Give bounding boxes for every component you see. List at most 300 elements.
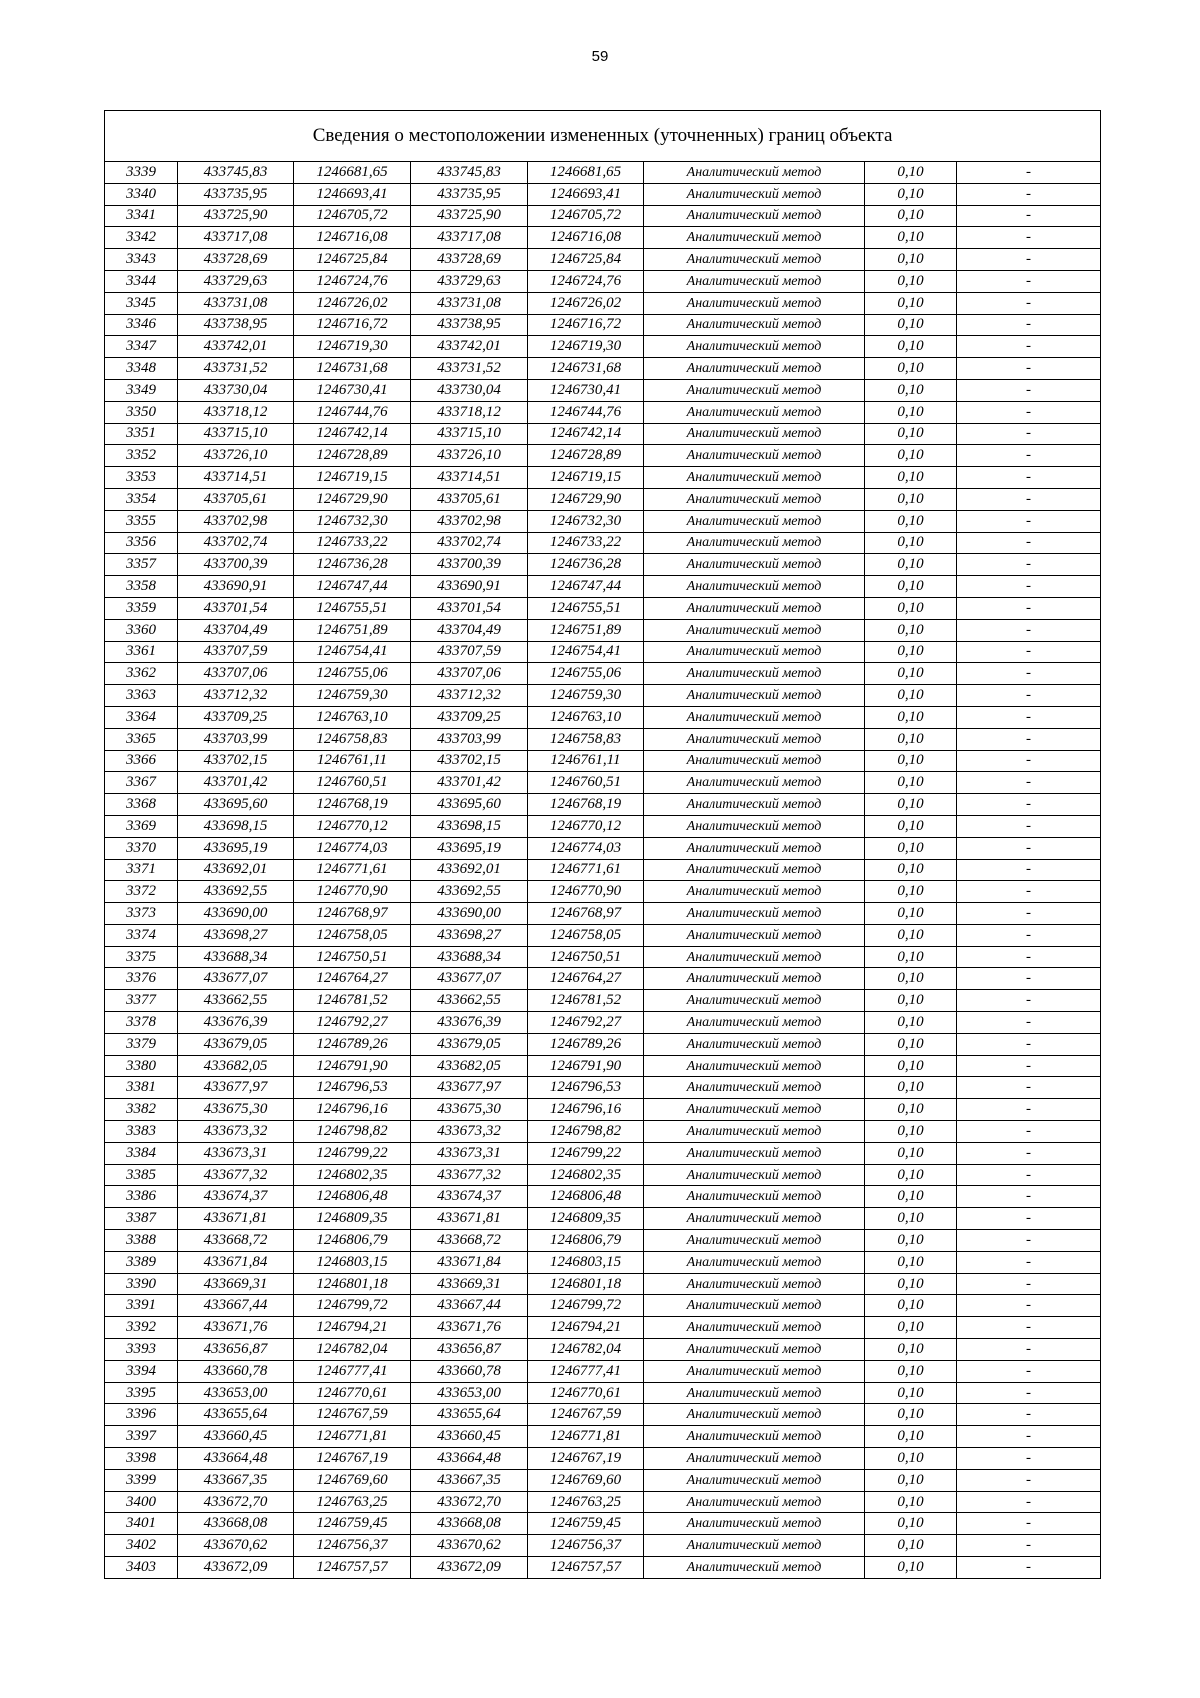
description-cell: - xyxy=(957,815,1101,837)
point-number-cell: 3370 xyxy=(105,837,178,859)
page-number: 59 xyxy=(591,48,609,65)
method-cell: Аналитический метод xyxy=(644,1535,865,1557)
description-cell: - xyxy=(957,1469,1101,1491)
table-row xyxy=(105,903,1101,925)
description-cell: - xyxy=(957,510,1101,532)
accuracy-cell: 0,10 xyxy=(865,859,957,881)
method-cell: Аналитический метод xyxy=(644,445,865,467)
y-old-cell: 1246799,72 xyxy=(294,1295,411,1317)
y-old-cell: 1246764,27 xyxy=(294,968,411,990)
point-number-cell: 3359 xyxy=(105,597,178,619)
table-row xyxy=(105,1230,1101,1252)
point-number-cell: 3372 xyxy=(105,881,178,903)
y-new-cell: 1246771,61 xyxy=(528,859,644,881)
method-cell: Аналитический метод xyxy=(644,1230,865,1252)
point-number-cell: 3388 xyxy=(105,1230,178,1252)
table-row xyxy=(105,641,1101,663)
y-old-cell: 1246755,51 xyxy=(294,597,411,619)
description-cell: - xyxy=(957,249,1101,271)
x-old-cell: 433671,84 xyxy=(178,1251,294,1273)
y-old-cell: 1246693,41 xyxy=(294,183,411,205)
y-old-cell: 1246747,44 xyxy=(294,576,411,598)
y-old-cell: 1246801,18 xyxy=(294,1273,411,1295)
description-cell: - xyxy=(957,1208,1101,1230)
accuracy-cell: 0,10 xyxy=(865,1251,957,1273)
point-number-cell: 3385 xyxy=(105,1164,178,1186)
y-old-cell: 1246758,83 xyxy=(294,728,411,750)
x-old-cell: 433731,52 xyxy=(178,358,294,380)
table-row xyxy=(105,292,1101,314)
accuracy-cell: 0,10 xyxy=(865,576,957,598)
point-number-cell: 3383 xyxy=(105,1121,178,1143)
point-number-cell: 3364 xyxy=(105,706,178,728)
accuracy-cell: 0,10 xyxy=(865,510,957,532)
y-old-cell: 1246729,90 xyxy=(294,488,411,510)
accuracy-cell: 0,10 xyxy=(865,1295,957,1317)
accuracy-cell: 0,10 xyxy=(865,685,957,707)
point-number-cell: 3382 xyxy=(105,1099,178,1121)
y-new-cell: 1246769,60 xyxy=(528,1469,644,1491)
x-old-cell: 433668,08 xyxy=(178,1513,294,1535)
point-number-cell: 3362 xyxy=(105,663,178,685)
method-cell: Аналитический метод xyxy=(644,292,865,314)
point-number-cell: 3365 xyxy=(105,728,178,750)
y-new-cell: 1246693,41 xyxy=(528,183,644,205)
point-number-cell: 3342 xyxy=(105,227,178,249)
x-old-cell: 433715,10 xyxy=(178,423,294,445)
accuracy-cell: 0,10 xyxy=(865,1448,957,1470)
method-cell: Аналитический метод xyxy=(644,1382,865,1404)
y-old-cell: 1246770,61 xyxy=(294,1382,411,1404)
description-cell: - xyxy=(957,1448,1101,1470)
y-old-cell: 1246770,90 xyxy=(294,881,411,903)
point-number-cell: 3390 xyxy=(105,1273,178,1295)
x-old-cell: 433673,31 xyxy=(178,1142,294,1164)
table-row xyxy=(105,445,1101,467)
x-new-cell: 433668,72 xyxy=(411,1230,528,1252)
x-new-cell: 433700,39 xyxy=(411,554,528,576)
accuracy-cell: 0,10 xyxy=(865,358,957,380)
point-number-cell: 3392 xyxy=(105,1317,178,1339)
x-old-cell: 433670,62 xyxy=(178,1535,294,1557)
y-old-cell: 1246759,30 xyxy=(294,685,411,707)
x-old-cell: 433731,08 xyxy=(178,292,294,314)
boundary-coordinates-table xyxy=(104,110,1101,1579)
x-new-cell: 433679,05 xyxy=(411,1033,528,1055)
y-old-cell: 1246768,19 xyxy=(294,794,411,816)
x-old-cell: 433718,12 xyxy=(178,401,294,423)
description-cell: - xyxy=(957,619,1101,641)
x-new-cell: 433692,55 xyxy=(411,881,528,903)
x-old-cell: 433667,35 xyxy=(178,1469,294,1491)
method-cell: Аналитический метод xyxy=(644,1491,865,1513)
y-new-cell: 1246719,30 xyxy=(528,336,644,358)
description-cell: - xyxy=(957,1426,1101,1448)
table-row xyxy=(105,183,1101,205)
method-cell: Аналитический метод xyxy=(644,728,865,750)
method-cell: Аналитический метод xyxy=(644,641,865,663)
accuracy-cell: 0,10 xyxy=(865,706,957,728)
method-cell: Аналитический метод xyxy=(644,314,865,336)
accuracy-cell: 0,10 xyxy=(865,663,957,685)
y-new-cell: 1246796,16 xyxy=(528,1099,644,1121)
x-old-cell: 433682,05 xyxy=(178,1055,294,1077)
x-old-cell: 433667,44 xyxy=(178,1295,294,1317)
y-new-cell: 1246767,59 xyxy=(528,1404,644,1426)
y-old-cell: 1246730,41 xyxy=(294,379,411,401)
point-number-cell: 3351 xyxy=(105,423,178,445)
y-old-cell: 1246759,45 xyxy=(294,1513,411,1535)
table-row xyxy=(105,467,1101,489)
table-row xyxy=(105,946,1101,968)
x-old-cell: 433730,04 xyxy=(178,379,294,401)
x-new-cell: 433670,62 xyxy=(411,1535,528,1557)
x-new-cell: 433709,25 xyxy=(411,706,528,728)
x-old-cell: 433656,87 xyxy=(178,1339,294,1361)
y-old-cell: 1246719,15 xyxy=(294,467,411,489)
x-old-cell: 433703,99 xyxy=(178,728,294,750)
table-row xyxy=(105,1251,1101,1273)
y-old-cell: 1246771,81 xyxy=(294,1426,411,1448)
description-cell: - xyxy=(957,1164,1101,1186)
y-new-cell: 1246705,72 xyxy=(528,205,644,227)
method-cell: Аналитический метод xyxy=(644,379,865,401)
x-old-cell: 433671,81 xyxy=(178,1208,294,1230)
description-cell: - xyxy=(957,488,1101,510)
y-old-cell: 1246806,79 xyxy=(294,1230,411,1252)
table-row xyxy=(105,1273,1101,1295)
y-old-cell: 1246774,03 xyxy=(294,837,411,859)
x-old-cell: 433701,54 xyxy=(178,597,294,619)
description-cell: - xyxy=(957,968,1101,990)
y-new-cell: 1246736,28 xyxy=(528,554,644,576)
y-new-cell: 1246789,26 xyxy=(528,1033,644,1055)
description-cell: - xyxy=(957,401,1101,423)
table-row xyxy=(105,423,1101,445)
description-cell: - xyxy=(957,1557,1101,1579)
method-cell: Аналитический метод xyxy=(644,968,865,990)
description-cell: - xyxy=(957,1055,1101,1077)
y-old-cell: 1246769,60 xyxy=(294,1469,411,1491)
point-number-cell: 3386 xyxy=(105,1186,178,1208)
x-new-cell: 433745,83 xyxy=(411,162,528,184)
y-old-cell: 1246760,51 xyxy=(294,772,411,794)
x-new-cell: 433671,84 xyxy=(411,1251,528,1273)
accuracy-cell: 0,10 xyxy=(865,619,957,641)
accuracy-cell: 0,10 xyxy=(865,772,957,794)
point-number-cell: 3401 xyxy=(105,1513,178,1535)
x-new-cell: 433707,06 xyxy=(411,663,528,685)
y-old-cell: 1246796,53 xyxy=(294,1077,411,1099)
table-row xyxy=(105,706,1101,728)
method-cell: Аналитический метод xyxy=(644,1273,865,1295)
accuracy-cell: 0,10 xyxy=(865,1339,957,1361)
x-old-cell: 433671,76 xyxy=(178,1317,294,1339)
description-cell: - xyxy=(957,358,1101,380)
x-old-cell: 433692,01 xyxy=(178,859,294,881)
method-cell: Аналитический метод xyxy=(644,794,865,816)
y-new-cell: 1246716,08 xyxy=(528,227,644,249)
x-old-cell: 433712,32 xyxy=(178,685,294,707)
x-old-cell: 433690,00 xyxy=(178,903,294,925)
method-cell: Аналитический метод xyxy=(644,488,865,510)
x-new-cell: 433735,95 xyxy=(411,183,528,205)
method-cell: Аналитический метод xyxy=(644,750,865,772)
point-number-cell: 3378 xyxy=(105,1012,178,1034)
y-new-cell: 1246744,76 xyxy=(528,401,644,423)
accuracy-cell: 0,10 xyxy=(865,597,957,619)
y-old-cell: 1246782,04 xyxy=(294,1339,411,1361)
description-cell: - xyxy=(957,162,1101,184)
table-row xyxy=(105,576,1101,598)
x-new-cell: 433692,01 xyxy=(411,859,528,881)
table-row xyxy=(105,1360,1101,1382)
y-new-cell: 1246726,02 xyxy=(528,292,644,314)
accuracy-cell: 0,10 xyxy=(865,336,957,358)
method-cell: Аналитический метод xyxy=(644,183,865,205)
y-new-cell: 1246799,22 xyxy=(528,1142,644,1164)
y-new-cell: 1246754,41 xyxy=(528,641,644,663)
method-cell: Аналитический метод xyxy=(644,1360,865,1382)
method-cell: Аналитический метод xyxy=(644,1164,865,1186)
x-new-cell: 433695,19 xyxy=(411,837,528,859)
y-new-cell: 1246801,18 xyxy=(528,1273,644,1295)
y-new-cell: 1246731,68 xyxy=(528,358,644,380)
method-cell: Аналитический метод xyxy=(644,554,865,576)
x-new-cell: 433717,08 xyxy=(411,227,528,249)
accuracy-cell: 0,10 xyxy=(865,881,957,903)
accuracy-cell: 0,10 xyxy=(865,1426,957,1448)
x-old-cell: 433738,95 xyxy=(178,314,294,336)
x-old-cell: 433729,63 xyxy=(178,270,294,292)
method-cell: Аналитический метод xyxy=(644,1055,865,1077)
accuracy-cell: 0,10 xyxy=(865,488,957,510)
table-row xyxy=(105,162,1101,184)
point-number-cell: 3354 xyxy=(105,488,178,510)
accuracy-cell: 0,10 xyxy=(865,1360,957,1382)
point-number-cell: 3400 xyxy=(105,1491,178,1513)
x-old-cell: 433695,19 xyxy=(178,837,294,859)
y-old-cell: 1246731,68 xyxy=(294,358,411,380)
x-new-cell: 433664,48 xyxy=(411,1448,528,1470)
description-cell: - xyxy=(957,1251,1101,1273)
method-cell: Аналитический метод xyxy=(644,1339,865,1361)
x-old-cell: 433717,08 xyxy=(178,227,294,249)
accuracy-cell: 0,10 xyxy=(865,1469,957,1491)
y-old-cell: 1246792,27 xyxy=(294,1012,411,1034)
table-row xyxy=(105,205,1101,227)
x-old-cell: 433698,15 xyxy=(178,815,294,837)
accuracy-cell: 0,10 xyxy=(865,903,957,925)
description-cell: - xyxy=(957,1535,1101,1557)
table-row xyxy=(105,314,1101,336)
description-cell: - xyxy=(957,1491,1101,1513)
point-number-cell: 3389 xyxy=(105,1251,178,1273)
x-old-cell: 433673,32 xyxy=(178,1121,294,1143)
method-cell: Аналитический метод xyxy=(644,205,865,227)
point-number-cell: 3376 xyxy=(105,968,178,990)
y-old-cell: 1246758,05 xyxy=(294,924,411,946)
y-new-cell: 1246730,41 xyxy=(528,379,644,401)
point-number-cell: 3384 xyxy=(105,1142,178,1164)
y-new-cell: 1246759,30 xyxy=(528,685,644,707)
accuracy-cell: 0,10 xyxy=(865,270,957,292)
x-new-cell: 433672,09 xyxy=(411,1557,528,1579)
method-cell: Аналитический метод xyxy=(644,881,865,903)
point-number-cell: 3345 xyxy=(105,292,178,314)
x-old-cell: 433672,09 xyxy=(178,1557,294,1579)
description-cell: - xyxy=(957,837,1101,859)
point-number-cell: 3355 xyxy=(105,510,178,532)
description-cell: - xyxy=(957,445,1101,467)
x-old-cell: 433709,25 xyxy=(178,706,294,728)
y-new-cell: 1246763,25 xyxy=(528,1491,644,1513)
y-old-cell: 1246789,26 xyxy=(294,1033,411,1055)
y-old-cell: 1246798,82 xyxy=(294,1121,411,1143)
x-new-cell: 433656,87 xyxy=(411,1339,528,1361)
x-old-cell: 433660,78 xyxy=(178,1360,294,1382)
method-cell: Аналитический метод xyxy=(644,1295,865,1317)
table-row xyxy=(105,358,1101,380)
point-number-cell: 3347 xyxy=(105,336,178,358)
accuracy-cell: 0,10 xyxy=(865,1186,957,1208)
table-row xyxy=(105,1491,1101,1513)
description-cell: - xyxy=(957,903,1101,925)
x-new-cell: 433688,34 xyxy=(411,946,528,968)
method-cell: Аналитический метод xyxy=(644,663,865,685)
accuracy-cell: 0,10 xyxy=(865,1513,957,1535)
accuracy-cell: 0,10 xyxy=(865,1164,957,1186)
accuracy-cell: 0,10 xyxy=(865,990,957,1012)
method-cell: Аналитический метод xyxy=(644,1142,865,1164)
y-old-cell: 1246791,90 xyxy=(294,1055,411,1077)
method-cell: Аналитический метод xyxy=(644,576,865,598)
description-cell: - xyxy=(957,1339,1101,1361)
y-old-cell: 1246781,52 xyxy=(294,990,411,1012)
point-number-cell: 3367 xyxy=(105,772,178,794)
x-new-cell: 433715,10 xyxy=(411,423,528,445)
method-cell: Аналитический метод xyxy=(644,358,865,380)
y-new-cell: 1246742,14 xyxy=(528,423,644,445)
x-old-cell: 433655,64 xyxy=(178,1404,294,1426)
description-cell: - xyxy=(957,685,1101,707)
x-old-cell: 433704,49 xyxy=(178,619,294,641)
y-old-cell: 1246763,10 xyxy=(294,706,411,728)
y-new-cell: 1246728,89 xyxy=(528,445,644,467)
y-new-cell: 1246681,65 xyxy=(528,162,644,184)
x-old-cell: 433688,34 xyxy=(178,946,294,968)
accuracy-cell: 0,10 xyxy=(865,1077,957,1099)
method-cell: Аналитический метод xyxy=(644,1513,865,1535)
x-old-cell: 433664,48 xyxy=(178,1448,294,1470)
x-old-cell: 433692,55 xyxy=(178,881,294,903)
x-new-cell: 433667,35 xyxy=(411,1469,528,1491)
y-new-cell: 1246770,90 xyxy=(528,881,644,903)
y-old-cell: 1246681,65 xyxy=(294,162,411,184)
accuracy-cell: 0,10 xyxy=(865,401,957,423)
x-old-cell: 433677,07 xyxy=(178,968,294,990)
table-row xyxy=(105,619,1101,641)
table-row xyxy=(105,227,1101,249)
y-old-cell: 1246755,06 xyxy=(294,663,411,685)
table-row xyxy=(105,1404,1101,1426)
x-new-cell: 433690,91 xyxy=(411,576,528,598)
description-cell: - xyxy=(957,881,1101,903)
y-old-cell: 1246761,11 xyxy=(294,750,411,772)
y-new-cell: 1246806,79 xyxy=(528,1230,644,1252)
x-new-cell: 433676,39 xyxy=(411,1012,528,1034)
method-cell: Аналитический метод xyxy=(644,1186,865,1208)
y-new-cell: 1246763,10 xyxy=(528,706,644,728)
y-old-cell: 1246719,30 xyxy=(294,336,411,358)
x-new-cell: 433714,51 xyxy=(411,467,528,489)
x-new-cell: 433707,59 xyxy=(411,641,528,663)
point-number-cell: 3393 xyxy=(105,1339,178,1361)
method-cell: Аналитический метод xyxy=(644,1469,865,1491)
y-old-cell: 1246754,41 xyxy=(294,641,411,663)
description-cell: - xyxy=(957,1295,1101,1317)
x-old-cell: 433702,74 xyxy=(178,532,294,554)
point-number-cell: 3339 xyxy=(105,162,178,184)
x-new-cell: 433702,15 xyxy=(411,750,528,772)
description-cell: - xyxy=(957,750,1101,772)
point-number-cell: 3377 xyxy=(105,990,178,1012)
accuracy-cell: 0,10 xyxy=(865,1382,957,1404)
accuracy-cell: 0,10 xyxy=(865,1491,957,1513)
method-cell: Аналитический метод xyxy=(644,336,865,358)
x-old-cell: 433714,51 xyxy=(178,467,294,489)
method-cell: Аналитический метод xyxy=(644,1426,865,1448)
x-new-cell: 433702,74 xyxy=(411,532,528,554)
x-new-cell: 433667,44 xyxy=(411,1295,528,1317)
method-cell: Аналитический метод xyxy=(644,706,865,728)
y-new-cell: 1246791,90 xyxy=(528,1055,644,1077)
table-row xyxy=(105,924,1101,946)
accuracy-cell: 0,10 xyxy=(865,292,957,314)
y-old-cell: 1246716,08 xyxy=(294,227,411,249)
y-new-cell: 1246806,48 xyxy=(528,1186,644,1208)
method-cell: Аналитический метод xyxy=(644,1208,865,1230)
description-cell: - xyxy=(957,990,1101,1012)
x-old-cell: 433674,37 xyxy=(178,1186,294,1208)
y-new-cell: 1246756,37 xyxy=(528,1535,644,1557)
point-number-cell: 3350 xyxy=(105,401,178,423)
y-old-cell: 1246777,41 xyxy=(294,1360,411,1382)
y-old-cell: 1246767,59 xyxy=(294,1404,411,1426)
accuracy-cell: 0,10 xyxy=(865,1557,957,1579)
x-new-cell: 433674,37 xyxy=(411,1186,528,1208)
method-cell: Аналитический метод xyxy=(644,859,865,881)
method-cell: Аналитический метод xyxy=(644,685,865,707)
y-old-cell: 1246725,84 xyxy=(294,249,411,271)
y-new-cell: 1246758,05 xyxy=(528,924,644,946)
method-cell: Аналитический метод xyxy=(644,597,865,619)
table-row xyxy=(105,1164,1101,1186)
point-number-cell: 3381 xyxy=(105,1077,178,1099)
method-cell: Аналитический метод xyxy=(644,1121,865,1143)
y-old-cell: 1246806,48 xyxy=(294,1186,411,1208)
x-new-cell: 433738,95 xyxy=(411,314,528,336)
point-number-cell: 3366 xyxy=(105,750,178,772)
table-row xyxy=(105,1557,1101,1579)
y-old-cell: 1246799,22 xyxy=(294,1142,411,1164)
description-cell: - xyxy=(957,946,1101,968)
table-row xyxy=(105,1317,1101,1339)
description-cell: - xyxy=(957,728,1101,750)
x-old-cell: 433677,97 xyxy=(178,1077,294,1099)
y-old-cell: 1246724,76 xyxy=(294,270,411,292)
description-cell: - xyxy=(957,379,1101,401)
